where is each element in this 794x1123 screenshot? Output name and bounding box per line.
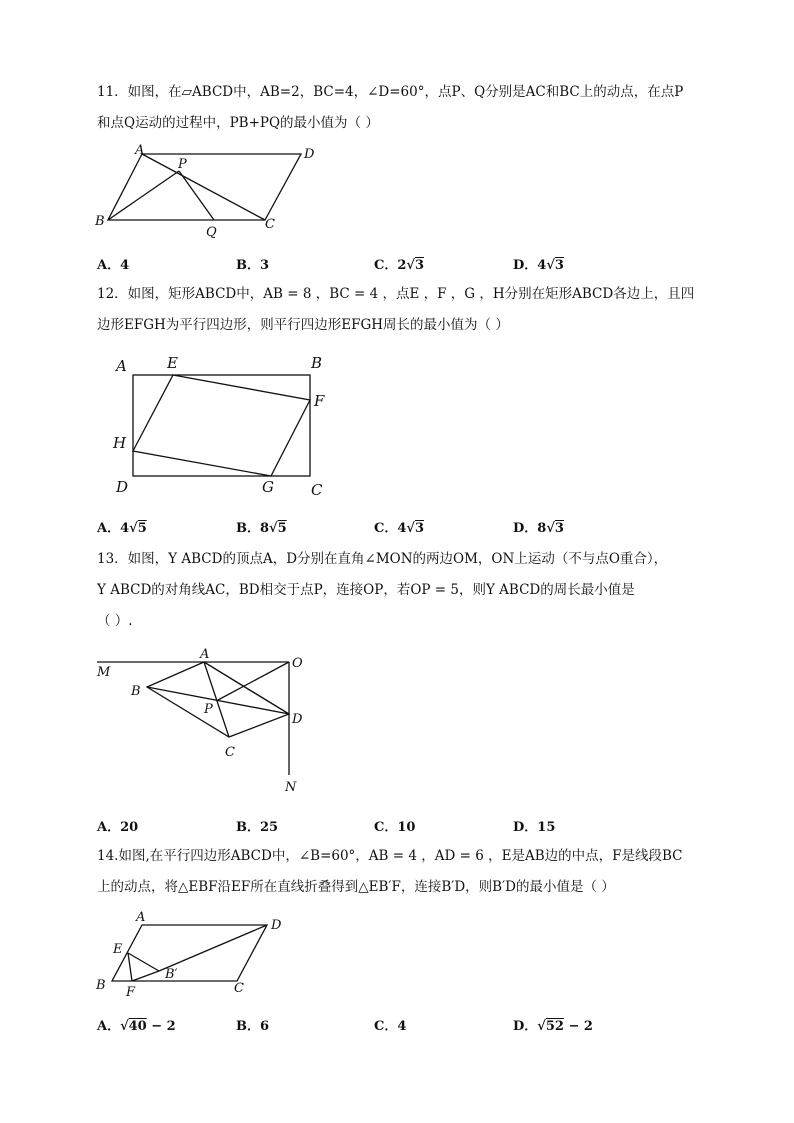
q12-label-e: E <box>167 354 178 372</box>
q12-label-h: H <box>113 434 127 452</box>
q14-label-b: B <box>96 978 106 993</box>
q13-label-n: N <box>285 780 297 795</box>
q13-label-o: O <box>292 656 303 671</box>
q14-stem-line2: 上的动点，将△EBF沿EF所在直线折叠得到△EB′F，连接B′D，则B′D的最小值是（ ） <box>97 879 615 895</box>
sqrt-sign: √ <box>546 521 555 536</box>
q11-label-d: D <box>304 147 315 162</box>
q13-label-c: C <box>225 745 235 760</box>
sqrt-sign: √ <box>120 1019 129 1034</box>
q12-label-b: B <box>311 354 323 372</box>
q11-stem-line2: 和点Q运动的过程中，PB+PQ的最小值为（ ） <box>97 115 379 131</box>
q12-option-c[interactable]: C．4√3 <box>374 521 424 536</box>
q12-option-d[interactable]: D．8√3 <box>513 521 564 536</box>
q14-label-a: A <box>136 910 146 925</box>
q14-label-f: F <box>126 985 136 1000</box>
sqrt-sign: √ <box>546 258 555 273</box>
q13-stem-line2: Y ABCD的对角线AC，BD相交于点P，连接OP，若OP = 5，则Y ABCD的周长最小值是 <box>97 582 635 598</box>
q11-label-q: Q <box>206 225 217 240</box>
q14-segment-eb-prime <box>128 953 159 971</box>
q13-diagonal-ac <box>204 662 229 737</box>
q13-option-d[interactable]: D．15 <box>513 820 556 835</box>
q14-option-b[interactable]: B．6 <box>236 1019 270 1034</box>
q14-label-c: C <box>234 981 244 996</box>
q14-segment-fb-prime <box>132 971 159 981</box>
q12-label-a: A <box>116 357 127 375</box>
q11-option-b[interactable]: B．3 <box>236 258 270 273</box>
q11-label-b: B <box>95 214 105 229</box>
q12-label-c: C <box>311 481 323 499</box>
q13-label-m: M <box>97 665 111 680</box>
q13-label-a: A <box>200 647 210 662</box>
sqrt-sign: √ <box>406 521 415 536</box>
q11-option-a[interactable]: A．4 <box>97 258 130 273</box>
q12-parallelogram-efgh <box>133 375 310 476</box>
q14-label-e: E <box>113 942 123 957</box>
q12-option-a[interactable]: A．4√5 <box>97 521 147 536</box>
q13-label-p: P <box>204 702 213 717</box>
sqrt-sign: √ <box>406 258 415 273</box>
q13-option-b[interactable]: B．25 <box>236 820 279 835</box>
q14-segment-ef <box>128 953 132 981</box>
q11-segment-pb <box>108 171 179 220</box>
q13-stem-line1: 13．如图，Y ABCD的顶点A，D分别在直角∠MON的两边OM，ON上运动（不与点O重合）， <box>97 551 668 567</box>
q13-figure <box>92 645 322 795</box>
q11-option-c[interactable]: C．2√3 <box>374 258 424 273</box>
q12-option-b[interactable]: B．8√5 <box>236 521 287 536</box>
q13-label-b: B <box>131 684 141 699</box>
q13-option-c[interactable]: C．10 <box>374 820 416 835</box>
q14-option-d[interactable]: D．√52 − 2 <box>513 1019 593 1034</box>
q13-option-a[interactable]: A．20 <box>97 820 139 835</box>
q14-option-a[interactable]: A．√40 − 2 <box>97 1019 176 1034</box>
q14-label-b-prime: B′ <box>165 967 178 982</box>
q13-label-d: D <box>292 712 303 727</box>
q11-stem-line1: 11．如图，在▱ABCD中，AB=2，BC=4，∠D=60°，点P、Q分别是AC和BC上的动点，在点P <box>97 84 684 100</box>
q12-label-d: D <box>116 478 129 496</box>
q11-label-a: A <box>135 143 145 158</box>
q11-segment-pq <box>179 171 214 220</box>
sqrt-sign: √ <box>269 521 278 536</box>
sqrt-sign: √ <box>537 1019 546 1034</box>
q14-option-c[interactable]: C．4 <box>374 1019 407 1034</box>
q14-figure <box>92 905 302 1005</box>
q14-stem-line1: 14.如图,在平行四边形ABCD中，∠B=60°，AB = 4 ，AD = 6 ，E是AB边的中点，F是线段BC <box>97 848 683 864</box>
q13-segment-op <box>218 662 289 700</box>
q14-segment-b-prime-d <box>159 925 267 971</box>
q11-figure <box>90 140 330 240</box>
q12-figure <box>108 350 338 500</box>
q12-label-g: G <box>262 478 274 496</box>
q12-stem-line1: 12．如图，矩形ABCD中，AB = 8 ，BC = 4 ，点E ，F ，G ，H分别在矩形ABCD各边上，且四 <box>97 286 695 302</box>
q11-label-c: C <box>265 217 275 232</box>
q14-label-d: D <box>271 918 282 933</box>
q14-parallelogram <box>112 925 267 981</box>
sqrt-sign: √ <box>129 521 138 536</box>
q12-rectangle <box>133 375 310 476</box>
q11-diagonal-ac <box>142 154 265 220</box>
q11-option-d[interactable]: D．4√3 <box>513 258 564 273</box>
q13-stem-line3: （ ）. <box>97 613 133 629</box>
q12-label-f: F <box>314 392 325 410</box>
q11-label-p: P <box>178 157 187 172</box>
q12-stem-line2: 边形EFGH为平行四边形，则平行四边形EFGH周长的最小值为（ ） <box>97 317 509 333</box>
